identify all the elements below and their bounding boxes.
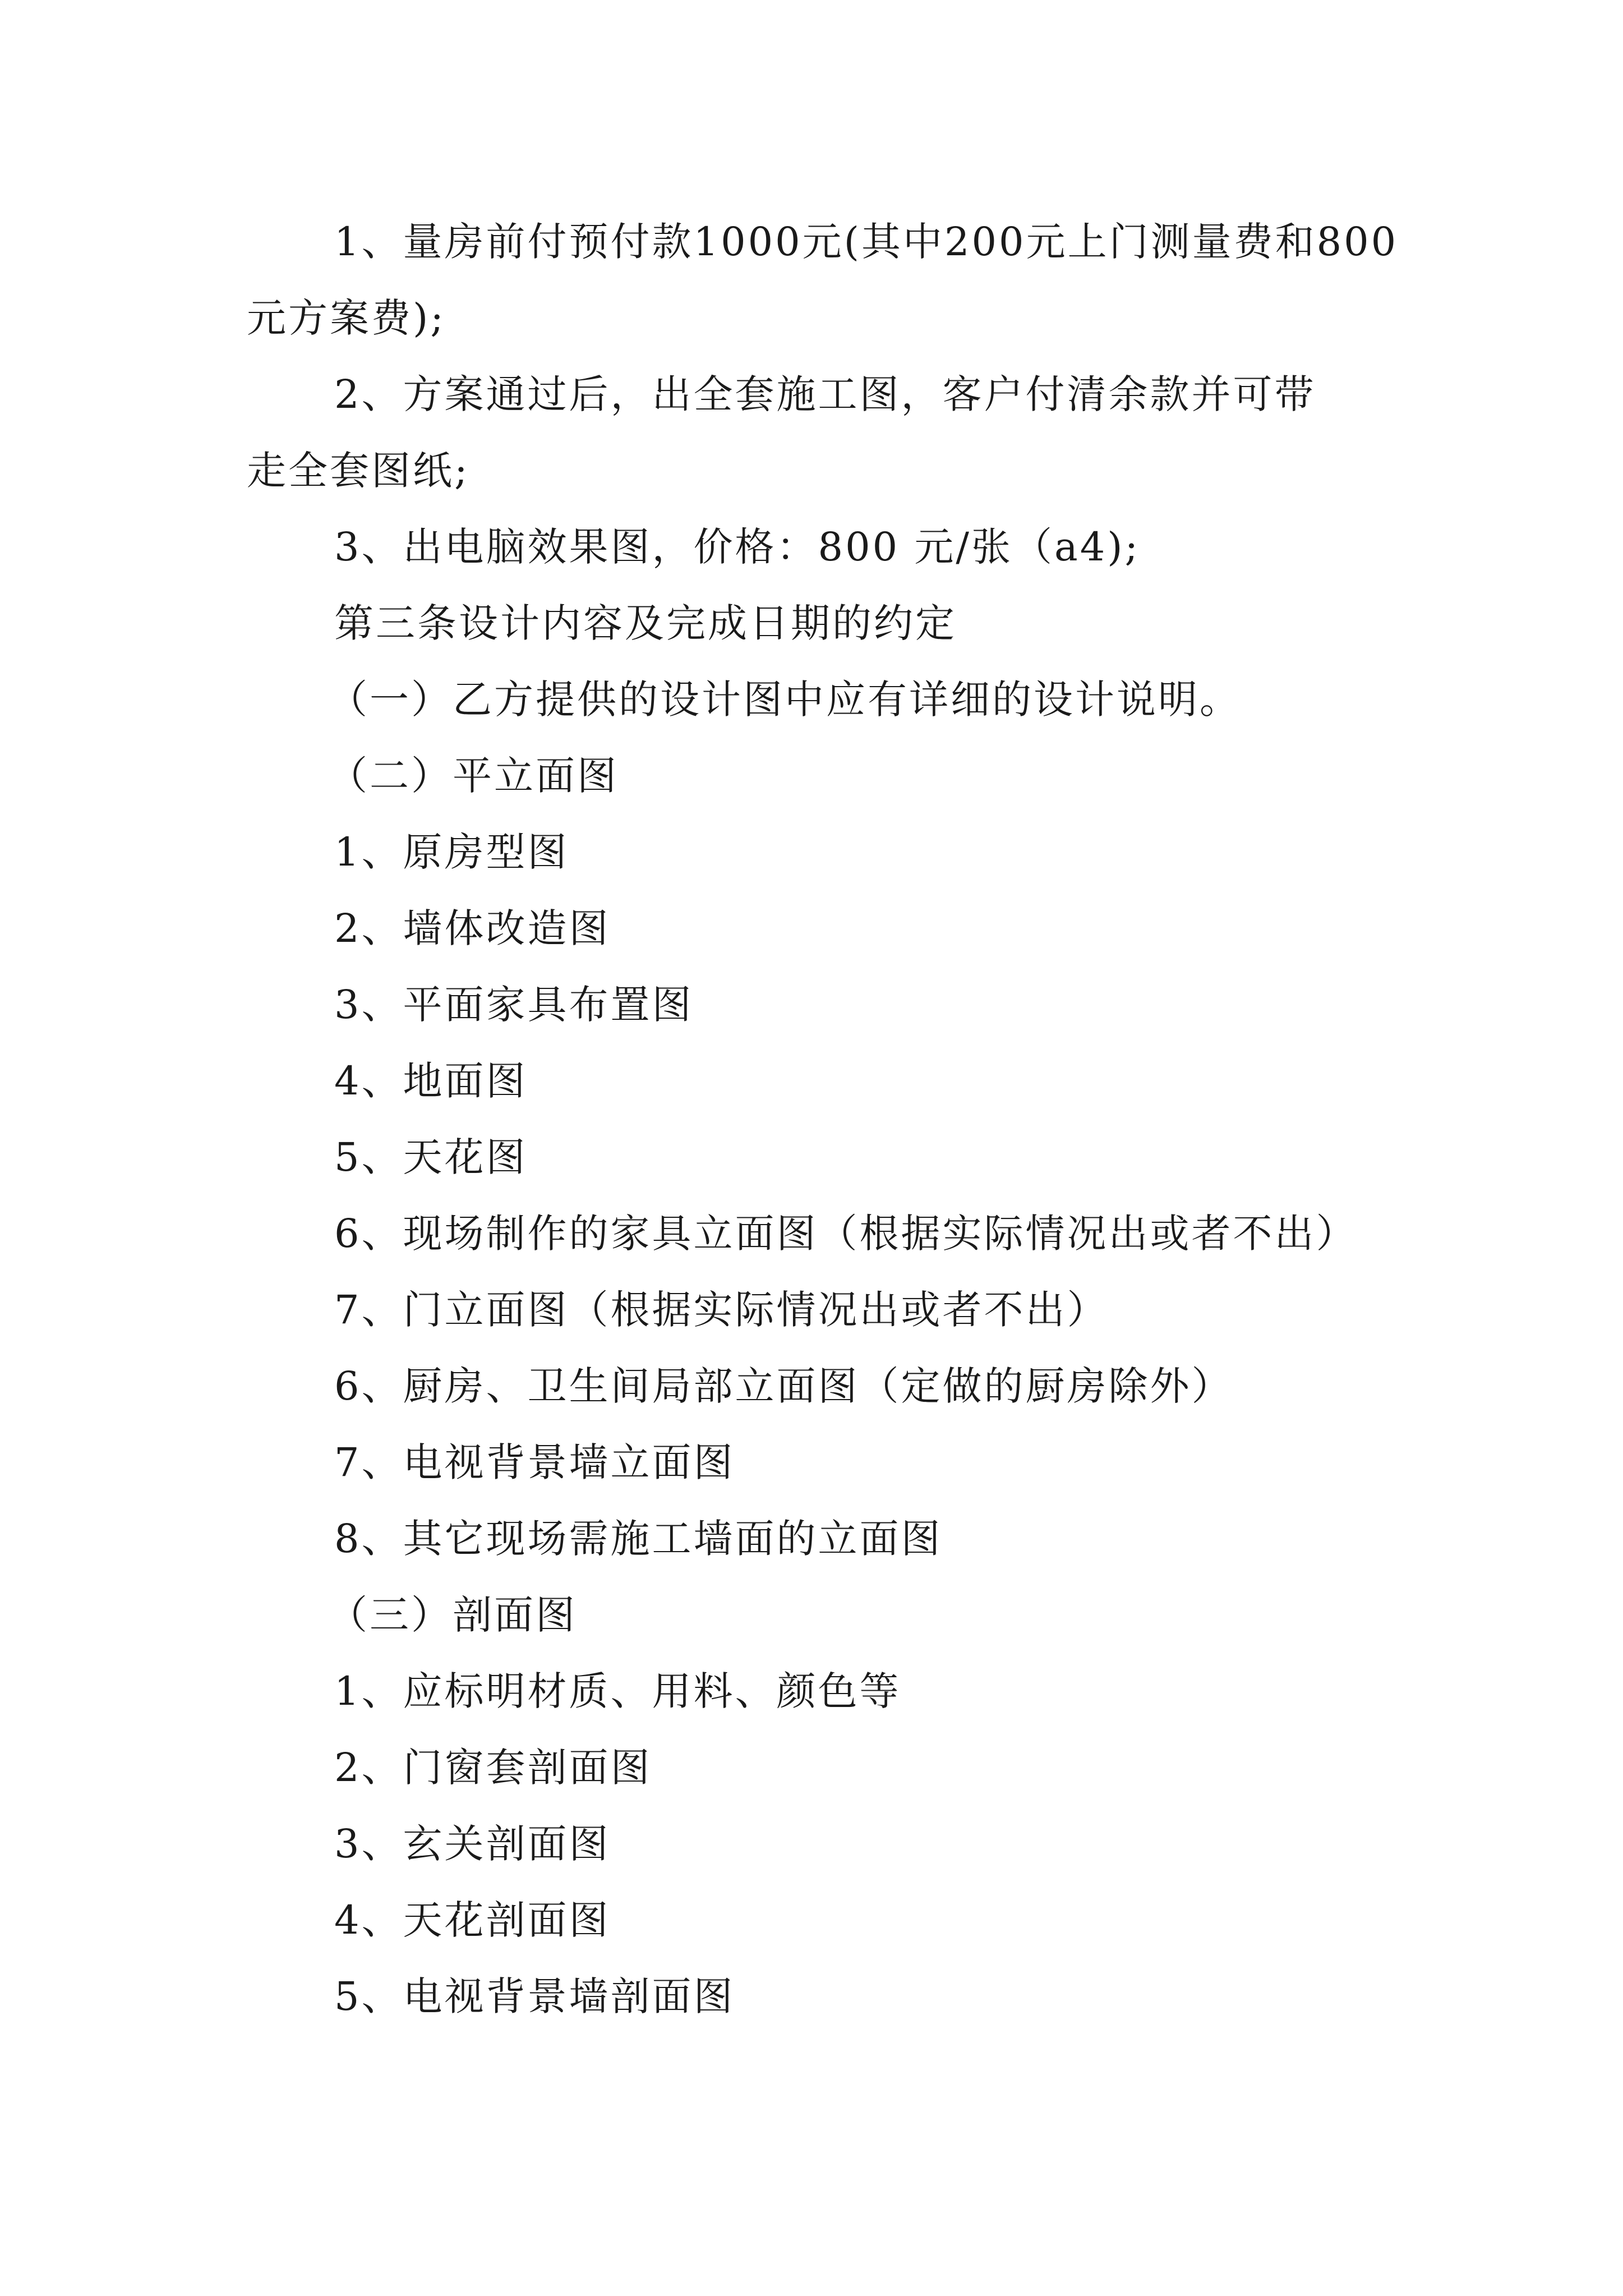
section-2-item: 7、门立面图（根据实际情况出或者不出）: [334, 1287, 1109, 1333]
section-2-item: 6、厨房、卫生间局部立面图（定做的厨房除外）: [334, 1363, 1233, 1409]
article-3-title: 第三条设计内容及完成日期的约定: [334, 600, 957, 646]
section-2-item: 5、天花图: [334, 1134, 528, 1180]
payment-item-3: 3、出电脑效果图，价格：800 元/张（a4);: [334, 524, 1141, 570]
section-3-item: 3、玄关剖面图: [334, 1821, 611, 1867]
section-3-heading: （三）剖面图: [328, 1592, 577, 1638]
section-2-item: 8、其它现场需施工墙面的立面图: [334, 1516, 943, 1562]
section-2-item: 3、平面家具布置图: [334, 982, 694, 1028]
payment-item-2-line-1: 2、方案通过后，出全套施工图，客户付清余款并可带: [334, 371, 1316, 417]
section-2-item: 2、墙体改造图: [334, 905, 611, 951]
section-2-item: 4、地面图: [334, 1058, 528, 1104]
section-1-text: （一）乙方提供的设计图中应有详细的设计说明。: [328, 677, 1241, 723]
section-2-item: 7、电视背景墙立面图: [334, 1439, 735, 1485]
section-3-item: 1、应标明材质、用料、颜色等: [334, 1668, 901, 1714]
section-2-heading: （二）平立面图: [328, 753, 619, 799]
section-3-item: 2、门窗套剖面图: [334, 1745, 652, 1791]
payment-item-1-line-1: 1、量房前付预付款1000元(其中200元上门测量费和800: [334, 219, 1399, 265]
payment-item-1-line-2: 元方案费);: [247, 295, 446, 341]
section-2-item: 6、现场制作的家具立面图（根据实际情况出或者不出）: [334, 1211, 1358, 1257]
section-3-item: 4、天花剖面图: [334, 1897, 611, 1943]
section-3-item: 5、电视背景墙剖面图: [334, 1973, 735, 2019]
payment-item-2-line-2: 走全套图纸;: [247, 448, 470, 494]
section-2-item: 1、原房型图: [334, 829, 569, 875]
